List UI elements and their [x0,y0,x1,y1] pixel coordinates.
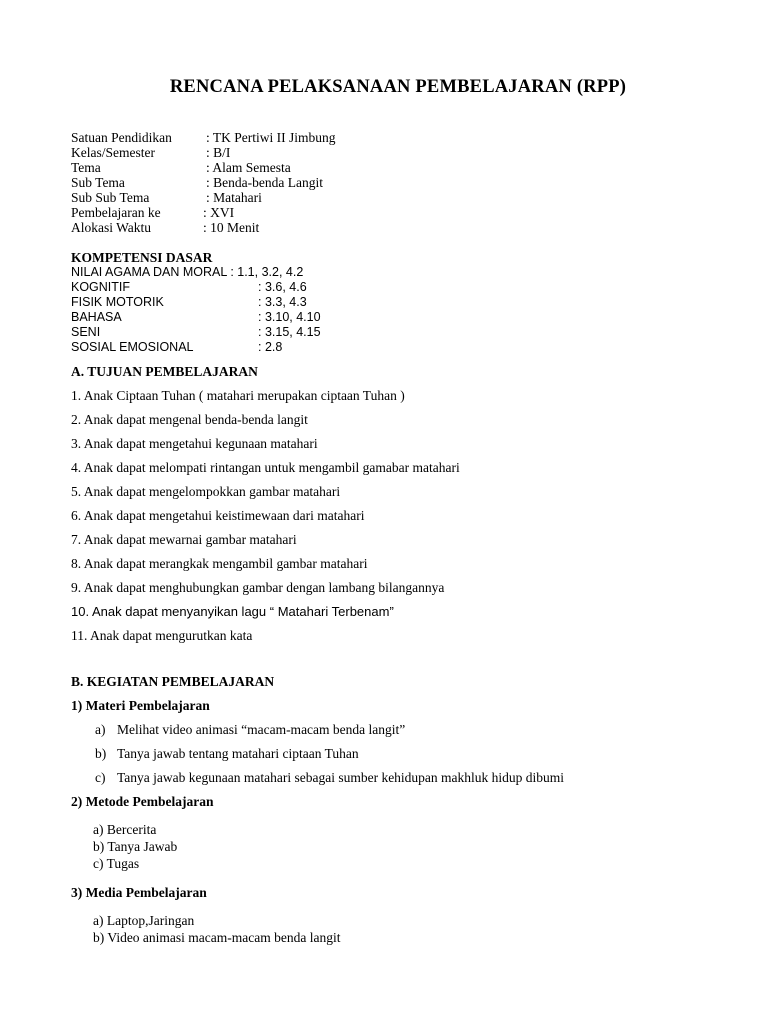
kompetensi-row [71,265,303,280]
page-title: RENCANA PELAKSANAAN PEMBELAJARAN (RPP) [169,77,627,97]
kompetensi-label: BAHASA [71,310,122,324]
materi-item-text: Tanya jawab kegunaan matahari sebagai sumber kehidupan makhluk hidup dibumi [117,770,565,785]
media-heading: 3) Media Pembelajaran [71,885,207,900]
identity-value-alokasi: : 10 Menit [203,220,260,235]
tujuan-item: 8. Anak dapat merangkak mengambil gambar matahari [71,556,368,571]
kompetensi-label: FISIK MOTORIK [71,295,164,309]
metode-item: a) Bercerita [93,822,157,837]
materi-item-marker: b) [95,746,107,761]
identity-value-subsubtema: : Matahari [206,190,262,205]
identity-value-subtema: : Benda-benda Langit [206,175,323,190]
tujuan-item: 3. Anak dapat mengetahui kegunaan matahari [71,436,318,451]
kompetensi-value: : 2.8 [258,340,283,354]
metode-item: b) Tanya Jawab [93,839,178,854]
identity-value-kelas: : B/I [206,145,231,160]
kompetensi-value: : 3.15, 4.15 [258,325,321,339]
materi-item-marker: a) [95,722,106,737]
identity-label-tema: Tema [71,160,101,175]
identity-label-pembelajaran: Pembelajaran ke [71,205,161,220]
kompetensi-label: SENI [71,325,101,339]
kompetensi-value: : 3.3, 4.3 [258,295,307,309]
tujuan-item: 10. Anak dapat menyanyikan lagu “ Matahari Terbenam” [71,604,394,619]
identity-label-subtema: Sub Tema [71,175,125,190]
tujuan-heading: A. TUJUAN PEMBELAJARAN [71,364,258,379]
tujuan-item: 5. Anak dapat mengelompokkan gambar matahari [71,484,341,499]
media-item: a) Laptop,Jaringan [93,913,195,928]
kompetensi-label: KOGNITIF [71,280,131,294]
media-item: b) Video animasi macam-macam benda langit [93,930,341,945]
materi-heading: 1) Materi Pembelajaran [71,698,210,713]
identity-label-kelas: Kelas/Semester [71,145,155,160]
tujuan-item: 9. Anak dapat menghubungkan gambar dengan lambang bilangannya [71,580,445,595]
tujuan-item: 7. Anak dapat mewarnai gambar matahari [71,532,297,547]
identity-value-tema: : Alam Semesta [206,160,291,175]
materi-item-text: Tanya jawab tentang matahari ciptaan Tuhan [117,746,359,761]
materi-item-marker: c) [95,770,106,785]
kompetensi-label: NILAI AGAMA DAN MORAL [71,265,227,279]
materi-item-text: Melihat video animasi “macam-macam benda langit” [117,722,406,737]
identity-label-satuan: Satuan Pendidikan [71,130,172,145]
kegiatan-heading: B. KEGIATAN PEMBELAJARAN [71,674,275,689]
tujuan-item: 2. Anak dapat mengenal benda-benda langit [71,412,308,427]
tujuan-item: 11. Anak dapat mengurutkan kata [71,628,253,643]
tujuan-item: 4. Anak dapat melompati rintangan untuk mengambil gamabar matahari [71,460,460,475]
kompetensi-value: : 1.1, 3.2, 4.2 [226,265,304,279]
kompetensi-value: : 3.6, 4.6 [258,280,307,294]
tujuan-item: 1. Anak Ciptaan Tuhan ( matahari merupakan ciptaan Tuhan ) [71,388,405,403]
metode-item: c) Tugas [93,856,140,871]
identity-label-subsubtema: Sub Sub Tema [71,190,150,205]
kompetensi-value: : 3.10, 4.10 [258,310,321,324]
tujuan-item: 6. Anak dapat mengetahui keistimewaan dari matahari [71,508,365,523]
identity-value-pembelajaran: : XVI [203,205,235,220]
identity-value-satuan: : TK Pertiwi II Jimbung [206,130,336,145]
kompetensi-heading: KOMPETENSI DASAR [71,250,213,265]
kompetensi-label: SOSIAL EMOSIONAL [71,340,194,354]
identity-label-alokasi: Alokasi Waktu [71,220,152,235]
metode-heading: 2) Metode Pembelajaran [71,794,214,809]
